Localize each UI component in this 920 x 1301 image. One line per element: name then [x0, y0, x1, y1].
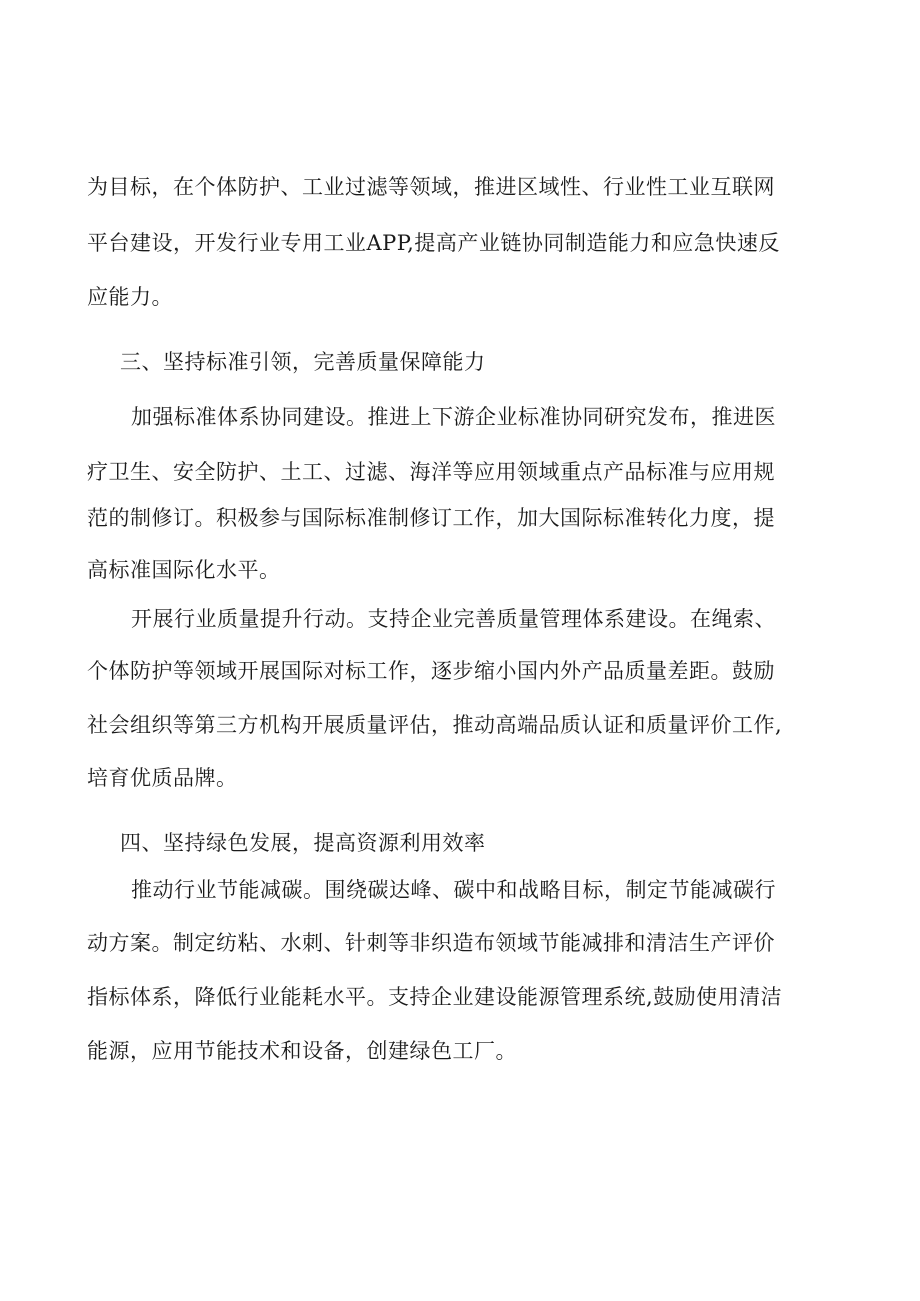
paragraph-line: 社会组织等第三方机构开展质量评估，推动高端品质认证和质量评价工作, [87, 713, 783, 737]
paragraph-line: 范的制修订。积极参与国际标准制修订工作，加大国际标准转化力度，提 [87, 506, 775, 530]
paragraph-line: 培育优质品牌。 [87, 766, 238, 790]
paragraph-line: 能源，应用节能技术和设备，创建绿色工厂。 [87, 1039, 517, 1063]
paragraph-line: 加强标准体系协同建设。推进上下游企业标准协同研究发布，推进医 [131, 405, 776, 429]
paragraph-line: 疗卫生、安全防护、土工、过滤、海洋等应用领域重点产品标准与应用规 [87, 460, 775, 484]
paragraph-line: 平台建设，开发行业专用工业APP,提高产业链协同制造能力和应急快速反 [87, 231, 780, 255]
paragraph-line: 指标体系，降低行业能耗水平。支持企业建设能源管理系统,鼓励使用清洁 [87, 985, 783, 1009]
paragraph-line: 高标准国际化水平。 [87, 558, 281, 582]
paragraph-line: 开展行业质量提升行动。支持企业完善质量管理体系建设。在绳索、 [131, 607, 776, 631]
paragraph-line: 个体防护等领域开展国际对标工作，逐步缩小国内外产品质量差距。鼓励 [87, 659, 775, 683]
paragraph-line: 为目标，在个体防护、工业过滤等领域，推进区域性、行业性工业互联网 [87, 175, 775, 199]
paragraph-line: 动方案。制定纺粘、水刺、针刺等非织造布领域节能减排和清洁生产评价 [87, 931, 775, 955]
paragraph-line: 应能力。 [87, 285, 173, 309]
paragraph-line: 推动行业节能减碳。围绕碳达峰、碳中和战略目标，制定节能减碳行 [131, 878, 776, 902]
section-heading: 四、坚持绿色发展，提高资源利用效率 [120, 831, 486, 855]
section-heading: 三、坚持标准引领，完善质量保障能力 [120, 350, 486, 374]
